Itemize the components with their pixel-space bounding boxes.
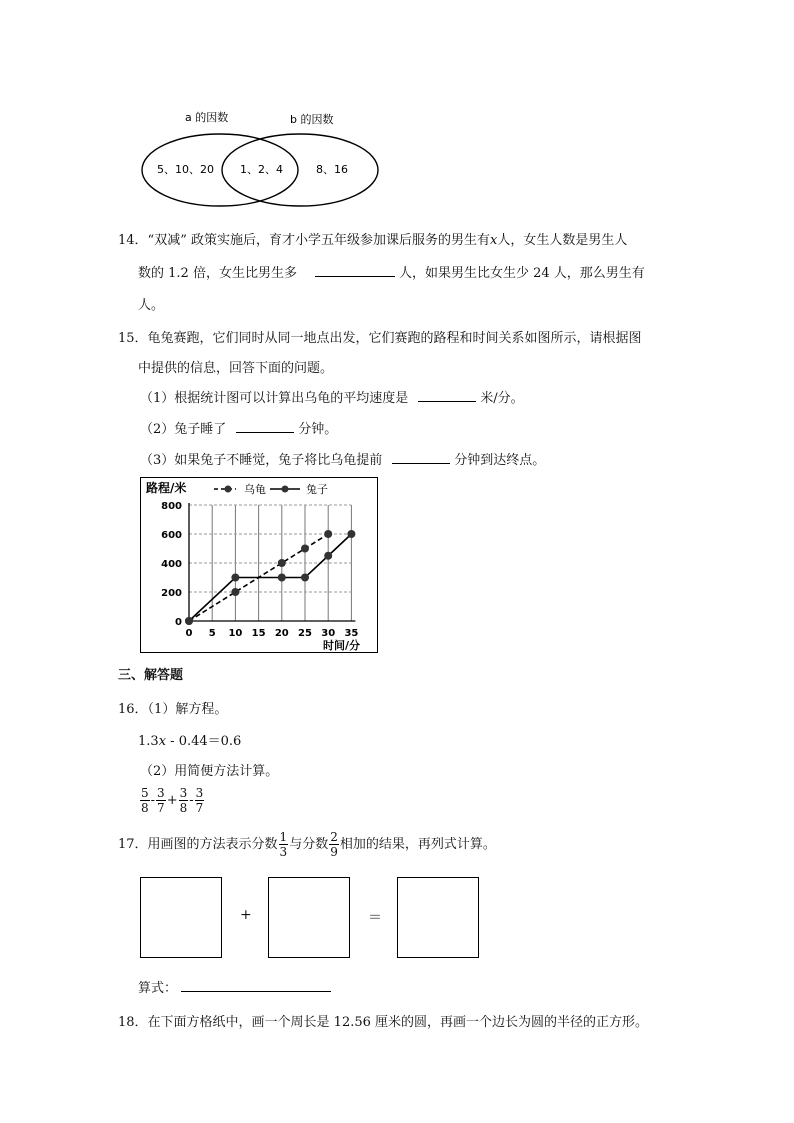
section-title-text: 三、解答题 [118,668,184,683]
x-tick-label: 10 [228,628,243,639]
venn-diagram [130,100,390,210]
q17-line [118,830,496,859]
q15-sub2-b: 分钟。 [298,422,338,437]
q16-line3-text: （2）用简便方法计算。 [140,764,279,779]
q16-line3 [140,760,278,779]
q17-text-c: 相加的结果，再列式计算。 [339,837,496,852]
q16-frac-1-num: 5 [141,786,149,800]
race-chart [140,477,378,653]
q14-var: x [489,233,498,248]
q17-frac-2-num: 2 [330,830,338,844]
q15-line1 [118,327,642,346]
q16-op-2: + [166,793,178,808]
legend-tortoise-marker [225,486,232,493]
q17-text-b: 与分数 [289,837,329,852]
q17-box-1[interactable] [140,877,222,958]
q17-formula-label: 算式： [138,981,178,996]
q16-op-3: - [189,793,194,808]
q15-sub1-a: （1）根据统计图可以计算出乌龟的平均速度是 [140,391,409,406]
q14-line3-text: 人。 [138,298,165,313]
q16-equation [138,730,241,749]
q15-sub2-a: （2）兔子睡了 [140,422,227,437]
y-tick-label: 600 [161,530,182,541]
x-tick-label: 25 [298,628,312,639]
rabbit-point [231,574,239,582]
q16-line1-text: 16．（1）解方程。 [118,702,228,717]
tortoise-point [301,545,309,553]
x-tick-label: 35 [344,628,359,639]
legend-tortoise-label: 乌龟 [244,483,266,496]
tortoise-point [231,588,239,596]
q18-text: 18．在下面方格纸中，画一个周长是 12.56 厘米的圆，再画一个边长为圆的半径的正方形。 [118,1015,649,1030]
q17-text-a: 17．用画图的方法表示分数 [118,837,278,852]
q16-frac-2-den: 7 [157,801,165,815]
chart-xlabel: 时间/分 [323,639,361,652]
rabbit-point [347,530,355,538]
tortoise-point [278,559,286,567]
q17-box-2[interactable] [268,877,350,958]
q18-line [118,1011,648,1030]
section-title [118,664,183,683]
q15-line2 [138,357,333,376]
q15-sub3 [140,449,545,468]
q16-frac-1-den: 8 [141,801,149,815]
q15-line1-text: 15．龟兔赛跑，它们同时从同一地点出发，它们赛跑的路程和时间关系如图所示，请根据图 [118,331,642,346]
q16-frac-3-num: 3 [179,786,188,800]
x-tick-label: 15 [251,628,266,639]
y-tick-label: 400 [161,559,182,570]
legend-rabbit-label: 兔子 [306,483,328,496]
q17-formula [138,977,335,996]
y-tick-label: 800 [161,501,182,512]
chart-ylabel: 路程/米 [146,481,187,495]
q15-sub1-b: 米/分。 [480,391,524,406]
x-tick-label: 5 [208,628,216,639]
x-tick-label: 30 [321,628,336,639]
venn-left-label: a 的因数 [185,111,229,124]
q15-sub2 [140,418,337,437]
q15-blank-2[interactable] [236,420,294,433]
q16-op-1: - [150,793,156,808]
q14-line2-a: 数的 1.2 倍，女生比男生多 [138,266,297,281]
y-tick-label: 200 [161,588,182,599]
q17-box-3[interactable] [397,877,479,958]
q17-frac-1-den: 3 [279,845,288,859]
q17-formula-blank[interactable] [181,979,331,992]
q17-frac-1-num: 1 [279,830,288,844]
q17-frac-1 [279,830,289,859]
x-tick-label: 20 [274,628,289,639]
q16-frac-2-num: 3 [157,786,165,800]
q16-eq-b: - 0.44＝0.6 [166,734,242,749]
venn-common: 1、2、4 [240,163,283,176]
q16-frac-4-den: 7 [195,801,204,815]
rabbit-point [301,574,309,582]
q15-sub3-a: （3）如果兔子不睡觉，兔子将比乌龟提前 [140,453,383,468]
q16-frac-3 [179,786,189,815]
q16-frac-2 [156,786,166,815]
q17-plus: + [240,907,252,923]
q17-frac-2-den: 9 [330,845,338,859]
rabbit-point [185,617,193,625]
rabbit-point [324,552,332,560]
x-tick-label: 0 [185,628,193,639]
q15-line2-text: 中提供的信息，回答下面的问题。 [138,361,334,376]
q15-blank-3[interactable] [392,451,450,464]
q14-line1-text: 14．“双减” 政策实施后，育才小学五年级参加课后服务的男生有 [118,233,490,248]
q14-line1-tail: 人，女生人数是男生人 [497,233,628,248]
q15-sub3-b: 分钟到达终点。 [454,453,546,468]
q14-line3 [138,294,164,313]
venn-right-only: 8、16 [316,163,348,176]
q16-line1 [118,698,227,717]
venn-right-label: b 的因数 [290,113,334,126]
q16-frac-3-den: 8 [179,801,188,815]
y-tick-label: 0 [175,617,182,628]
legend-rabbit-marker [282,486,289,493]
q16-eq-var: x [158,734,167,749]
q16-frac-4-num: 3 [195,786,204,800]
rabbit-point [278,574,286,582]
q14-blank-1[interactable] [315,264,395,277]
q15-blank-1[interactable] [418,389,476,402]
q14-line2-b: 人，如果男生比女生少 24 人，那么男生有 [398,266,645,281]
q14-line2 [138,262,645,281]
q17-frac-2 [329,830,339,859]
q14-line1 [118,229,627,248]
q17-equals: ＝ [368,910,382,926]
q16-frac-4 [195,786,205,815]
q16-eq-a: 1.3 [138,734,159,749]
tortoise-point [324,530,332,538]
q16-expression [139,786,205,815]
q16-frac-1 [140,786,150,815]
q15-sub1 [140,387,524,406]
venn-left-only: 5、10、20 [157,163,214,176]
